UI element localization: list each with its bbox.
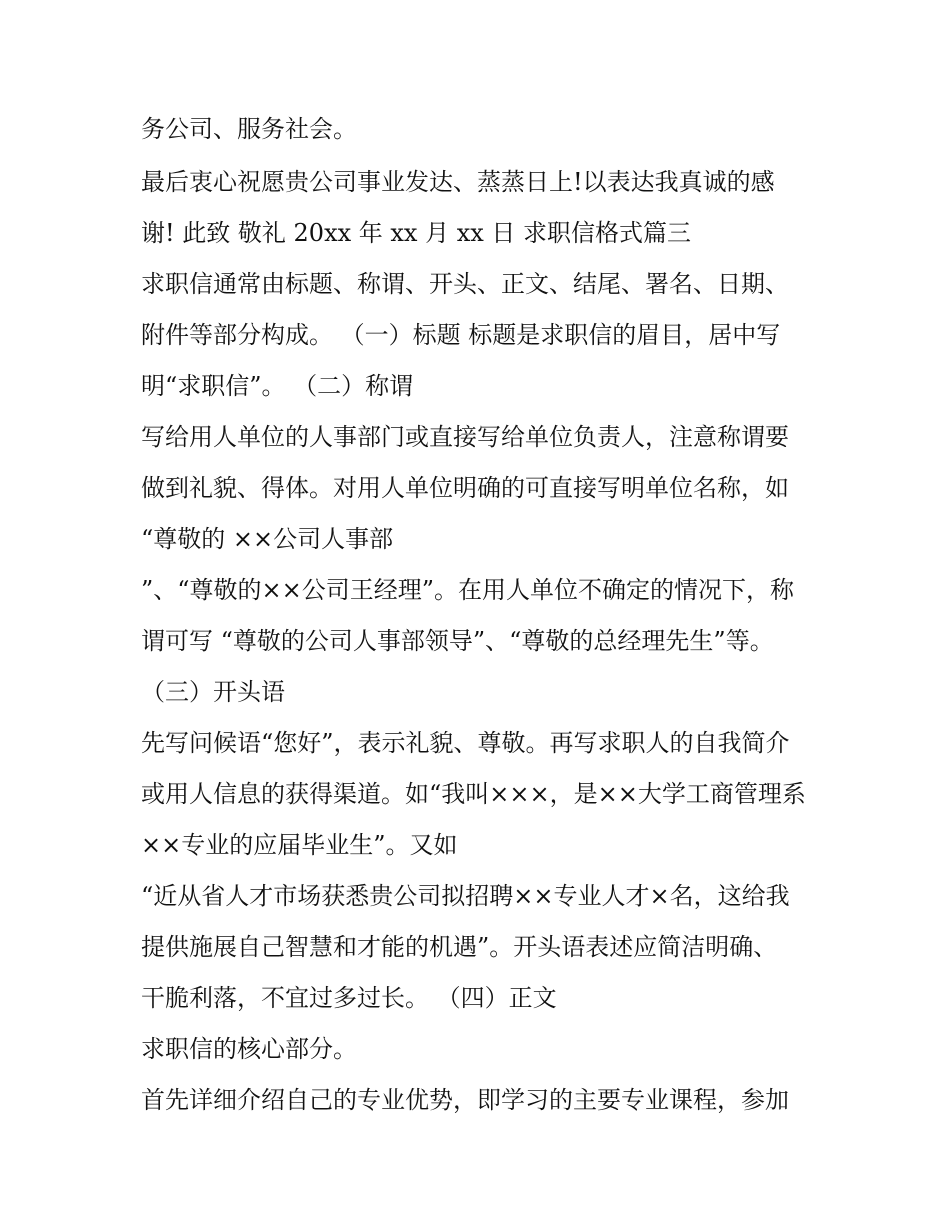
- text-line: 写给用人单位的人事部门或直接写给单位负责人，注意称谓要: [141, 423, 789, 451]
- text-line: 干脆利落，不宜过多过长。 （四）正文: [141, 984, 557, 1012]
- text-line: ××专业的应届毕业生”。又如: [141, 831, 458, 859]
- text-line: 做到礼貌、得体。对用人单位明确的可直接写明单位名称，如: [141, 474, 789, 502]
- text-line: 求职信通常由标题、称谓、开头、正文、结尾、署名、日期、: [141, 270, 789, 298]
- text-line: ”、“尊敬的××公司王经理”。在用人单位不确定的情况下，称: [141, 576, 795, 604]
- text-line: 谢! 此致 敬礼 20xx 年 xx 月 xx 日 求职信格式篇三: [141, 219, 692, 247]
- text-line: “近从省人才市场获悉贵公司拟招聘××专业人才×名，这给我: [141, 882, 790, 910]
- text-line: 求职信的核心部分。: [141, 1035, 357, 1063]
- text-line: “尊敬的 ××公司人事部: [141, 525, 394, 553]
- text-line: 先写问候语“您好”，表示礼貌、尊敬。再写求职人的自我简介: [141, 729, 790, 757]
- text-line: （三）开头语: [141, 678, 285, 706]
- text-line: 谓可写 “尊敬的公司人事部领导”、“尊敬的总经理先生”等。: [141, 627, 774, 655]
- text-line: 首先详细介绍自己的专业优势，即学习的主要专业课程，参加: [141, 1086, 789, 1114]
- text-line: 明“求职信”。 （二）称谓: [141, 372, 414, 400]
- text-line: 或用人信息的获得渠道。如“我叫×××，是××大学工商管理系: [141, 780, 806, 808]
- text-line: 最后衷心祝愿贵公司事业发达、蒸蒸日上!以表达我真诚的感: [141, 168, 775, 196]
- text-line: 附件等部分构成。 （一）标题 标题是求职信的眉目，居中写: [141, 321, 781, 349]
- text-line: 务公司、服务社会。: [141, 115, 357, 143]
- text-line: 提供施展自己智慧和才能的机遇”。开头语表述应简洁明确、: [141, 933, 778, 961]
